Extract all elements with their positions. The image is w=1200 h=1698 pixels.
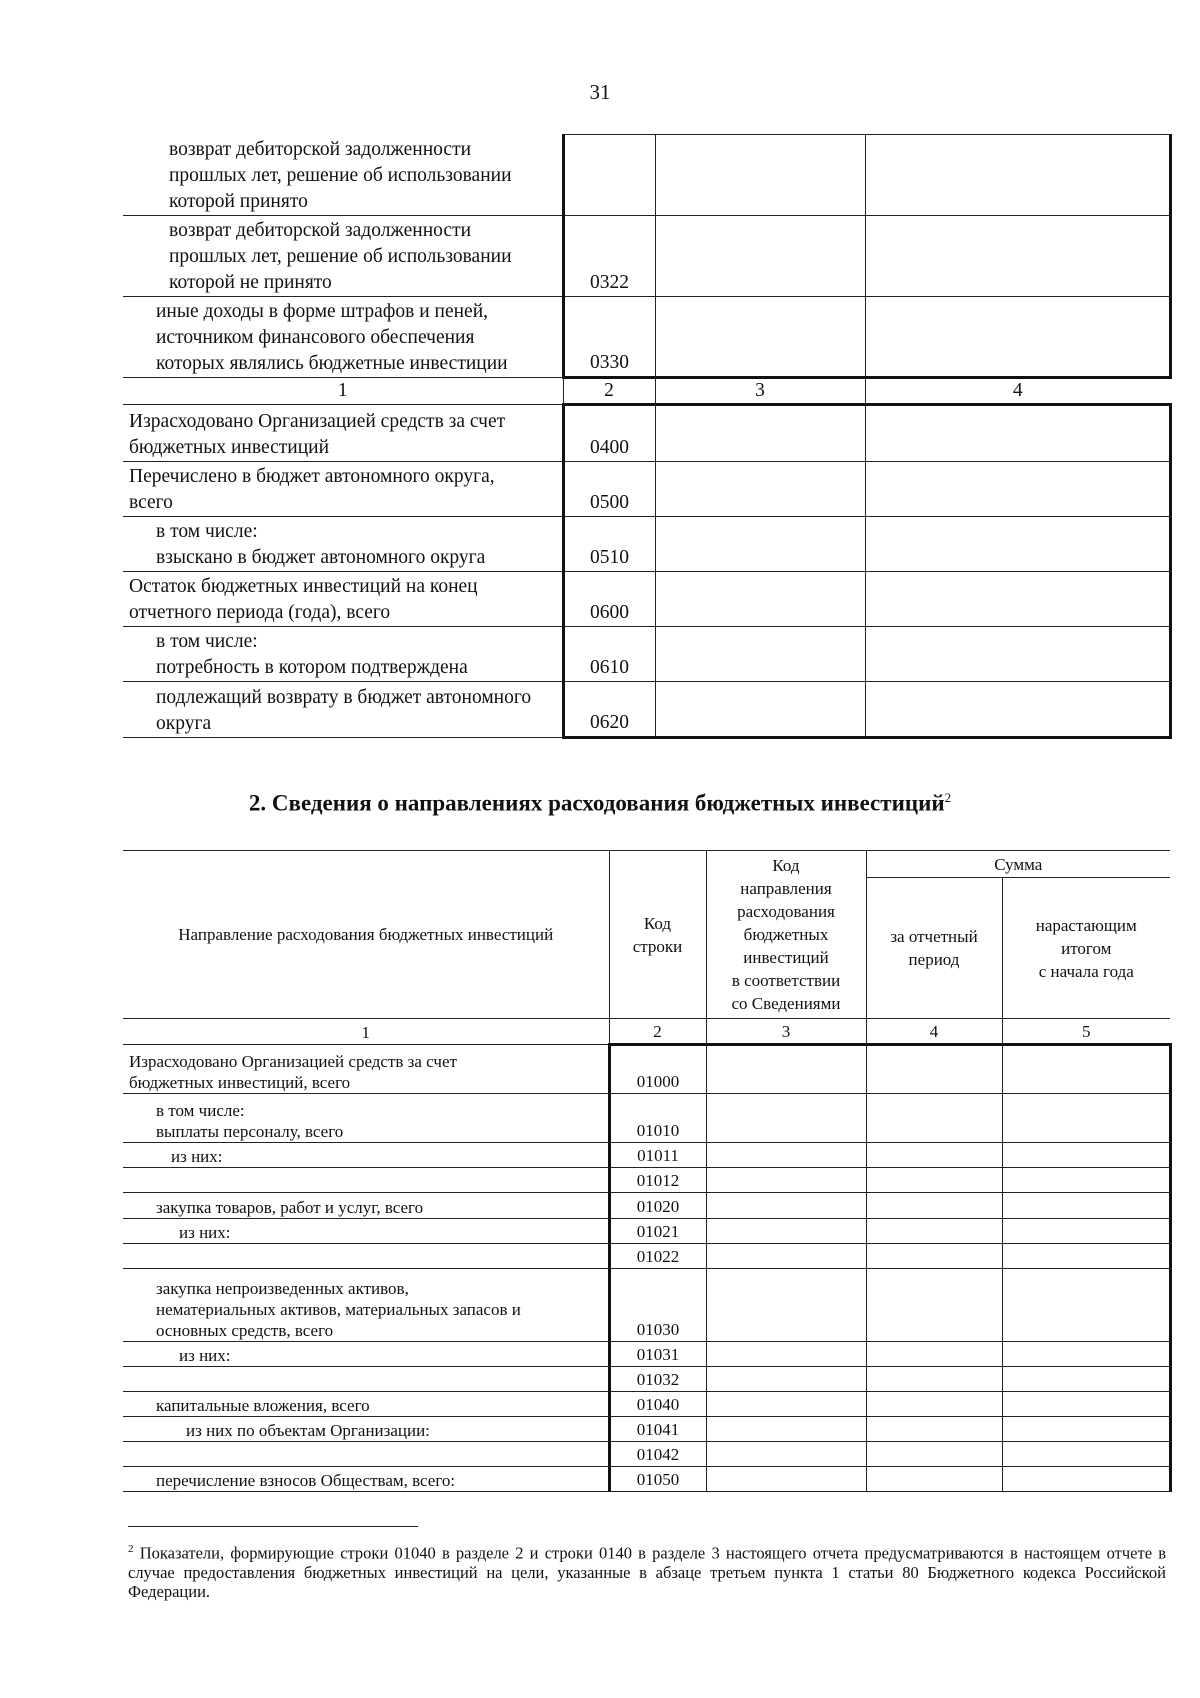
row-label: закупка товаров, работ и услуг, всего [123, 1193, 609, 1219]
row-label [123, 1367, 609, 1392]
value-cell[interactable] [1002, 1193, 1170, 1219]
header-row [123, 851, 1170, 878]
value-cell[interactable] [865, 215, 1170, 296]
table-row [123, 1417, 1170, 1442]
value-cell[interactable] [1002, 1392, 1170, 1417]
table-row [123, 681, 1170, 737]
value-cell[interactable] [655, 571, 865, 626]
table-row [123, 1193, 1170, 1219]
row-label: возврат дебиторской задолженности прошлых лет, решение об использовании которой принято [123, 135, 563, 216]
column-number: 3 [655, 377, 865, 404]
column-number: 4 [866, 1019, 1002, 1045]
value-cell[interactable] [706, 1045, 866, 1094]
value-cell[interactable] [866, 1417, 1002, 1442]
value-cell[interactable] [865, 461, 1170, 516]
value-cell[interactable] [1002, 1045, 1170, 1094]
value-cell[interactable] [655, 135, 865, 216]
value-cell[interactable] [706, 1342, 866, 1367]
header-period: за отчетный период [866, 878, 1002, 1019]
value-cell[interactable] [865, 296, 1170, 377]
table-row [123, 1467, 1170, 1492]
row-label: из них по объектам Организации: [123, 1417, 609, 1442]
footnote [128, 1540, 1166, 1601]
row-label [123, 1442, 609, 1467]
row-code: 0330 [563, 296, 655, 377]
row-code: 01011 [609, 1143, 706, 1168]
value-cell[interactable] [1002, 1168, 1170, 1193]
value-cell[interactable] [1002, 1342, 1170, 1367]
row-label: из них: [123, 1342, 609, 1367]
value-cell[interactable] [655, 404, 865, 461]
row-label: из них: [123, 1219, 609, 1244]
value-cell[interactable] [866, 1442, 1002, 1467]
value-cell[interactable] [655, 626, 865, 681]
value-cell[interactable] [1002, 1467, 1170, 1492]
row-label: капитальные вложения, всего [123, 1392, 609, 1417]
value-cell[interactable] [865, 404, 1170, 461]
value-cell[interactable] [706, 1143, 866, 1168]
row-label: из них: [123, 1143, 609, 1168]
header-cumulative: нарастающим итогом с начала года [1002, 878, 1170, 1019]
table-row [123, 296, 1170, 377]
column-number: 5 [1002, 1019, 1170, 1045]
row-code: 0400 [563, 404, 655, 461]
value-cell[interactable] [706, 1442, 866, 1467]
value-cell[interactable] [706, 1269, 866, 1342]
footnote-divider [128, 1526, 418, 1527]
column-number: 1 [123, 377, 563, 404]
row-code: 0620 [563, 681, 655, 737]
value-cell[interactable] [865, 135, 1170, 216]
column-number: 3 [706, 1019, 866, 1045]
table-row [123, 1367, 1170, 1392]
value-cell[interactable] [706, 1392, 866, 1417]
value-cell[interactable] [706, 1417, 866, 1442]
value-cell[interactable] [866, 1367, 1002, 1392]
section-title: 2. Сведения о направлениях расходования бюджетных инвестиций$^2$ [248, 790, 952, 816]
row-label: перечисление взносов Обществам, всего: [123, 1467, 609, 1492]
table-row [123, 461, 1170, 516]
value-cell[interactable] [655, 681, 865, 737]
value-cell[interactable] [1002, 1244, 1170, 1269]
value-cell[interactable] [866, 1143, 1002, 1168]
value-cell[interactable] [1002, 1367, 1170, 1392]
row-code: 01040 [609, 1392, 706, 1417]
value-cell[interactable] [1002, 1219, 1170, 1244]
row-code: 0510 [563, 516, 655, 571]
value-cell[interactable] [706, 1193, 866, 1219]
row-code: 01010 [609, 1094, 706, 1143]
row-label: иные доходы в форме штрафов и пеней, источником финансового обеспечения которых являлись бюджетные инвестиции [123, 296, 563, 377]
row-code: 0610 [563, 626, 655, 681]
row-code: 01050 [609, 1467, 706, 1492]
row-code: 0500 [563, 461, 655, 516]
row-code: 0600 [563, 571, 655, 626]
header-sum: Сумма [866, 851, 1170, 878]
value-cell[interactable] [866, 1244, 1002, 1269]
header-row-code: Код строки [609, 851, 706, 1019]
row-label: в том числе: взыскано в бюджет автономного округа [123, 516, 563, 571]
column-number-row [123, 1019, 1170, 1045]
row-code: 01000 [609, 1045, 706, 1094]
table-row [123, 516, 1170, 571]
value-cell[interactable] [655, 461, 865, 516]
value-cell[interactable] [706, 1168, 866, 1193]
value-cell[interactable] [706, 1094, 866, 1143]
header-direction-code: Код направления расходования бюджетных инвестиций в соответствии со Сведениями [706, 851, 866, 1019]
row-code: 01042 [609, 1442, 706, 1467]
expenditure-table [123, 850, 1172, 1492]
value-cell[interactable] [706, 1244, 866, 1269]
row-label: возврат дебиторской задолженности прошлых лет, решение об использовании которой не принято [123, 215, 563, 296]
value-cell[interactable] [865, 681, 1170, 737]
value-cell[interactable] [866, 1045, 1002, 1094]
row-code: 01022 [609, 1244, 706, 1269]
table-row [123, 1143, 1170, 1168]
table-row [123, 626, 1170, 681]
table-row [123, 1244, 1170, 1269]
row-code [563, 135, 655, 216]
value-cell[interactable] [655, 296, 865, 377]
value-cell[interactable] [866, 1392, 1002, 1417]
table-row [123, 1219, 1170, 1244]
column-number: 2 [563, 377, 655, 404]
row-label [123, 1168, 609, 1193]
row-label [123, 1244, 609, 1269]
column-number: 4 [865, 377, 1170, 404]
table-row [123, 1392, 1170, 1417]
value-cell[interactable] [706, 1219, 866, 1244]
value-cell[interactable] [706, 1467, 866, 1492]
row-code: 01030 [609, 1269, 706, 1342]
value-cell[interactable] [866, 1168, 1002, 1193]
row-label: в том числе: потребность в котором подтверждена [123, 626, 563, 681]
value-cell[interactable] [866, 1269, 1002, 1342]
value-cell[interactable] [866, 1193, 1002, 1219]
balance-table [123, 134, 1172, 739]
row-code: 01021 [609, 1219, 706, 1244]
row-label: в том числе: выплаты персоналу, всего [123, 1094, 609, 1143]
row-label: подлежащий возврату в бюджет автономного округа [123, 681, 563, 737]
value-cell[interactable] [1002, 1269, 1170, 1342]
page-number: 31 [589, 80, 611, 104]
value-cell[interactable] [706, 1367, 866, 1392]
row-code: 0322 [563, 215, 655, 296]
table-row [123, 1342, 1170, 1367]
value-cell[interactable] [866, 1094, 1002, 1143]
value-cell[interactable] [866, 1342, 1002, 1367]
value-cell[interactable] [865, 516, 1170, 571]
table-row [123, 135, 1170, 216]
row-label: Остаток бюджетных инвестиций на конец отчетного периода (года), всего [123, 571, 563, 626]
table-row [123, 1269, 1170, 1342]
value-cell[interactable] [1002, 1417, 1170, 1442]
row-label: Перечислено в бюджет автономного округа, всего [123, 461, 563, 516]
value-cell[interactable] [865, 626, 1170, 681]
row-code: 01031 [609, 1342, 706, 1367]
table-row [123, 571, 1170, 626]
value-cell[interactable] [1002, 1094, 1170, 1143]
value-cell[interactable] [655, 516, 865, 571]
value-cell[interactable] [865, 571, 1170, 626]
column-number-row [123, 377, 1170, 404]
table-row [123, 1168, 1170, 1193]
column-number: 1 [123, 1019, 609, 1045]
table-row [123, 1442, 1170, 1467]
table-row [123, 1045, 1170, 1094]
table-row [123, 1094, 1170, 1143]
value-cell[interactable] [866, 1467, 1002, 1492]
row-code: 01012 [609, 1168, 706, 1193]
row-code: 01032 [609, 1367, 706, 1392]
row-label: Израсходовано Организацией средств за счет бюджетных инвестиций, всего [123, 1045, 609, 1094]
value-cell[interactable] [655, 215, 865, 296]
table-row [123, 404, 1170, 461]
table-row [123, 215, 1170, 296]
footnote-text: Показатели, формирующие строки 01040 в разделе 2 и строки 0140 в разделе 3 настоящего отчета предусматриваются в настоящем отчете в случае предоставления бюджетных инвестиций на цели, указанные в абзаце третьем пункта 1 статьи 80 Бюджетного кодекса Российской Федерации. [128, 1543, 1167, 1601]
row-label: закупка непроизведенных активов, нематериальных активов, материальных запасов и основных средств, всего [123, 1269, 609, 1342]
column-number: 2 [609, 1019, 706, 1045]
row-code: 01020 [609, 1193, 706, 1219]
header-direction: Направление расходования бюджетных инвестиций [123, 851, 609, 1019]
value-cell[interactable] [1002, 1442, 1170, 1467]
value-cell[interactable] [1002, 1143, 1170, 1168]
footnote-mark: 2 [128, 1543, 134, 1555]
row-label: Израсходовано Организацией средств за счет бюджетных инвестиций [123, 404, 563, 461]
row-code: 01041 [609, 1417, 706, 1442]
value-cell[interactable] [866, 1219, 1002, 1244]
